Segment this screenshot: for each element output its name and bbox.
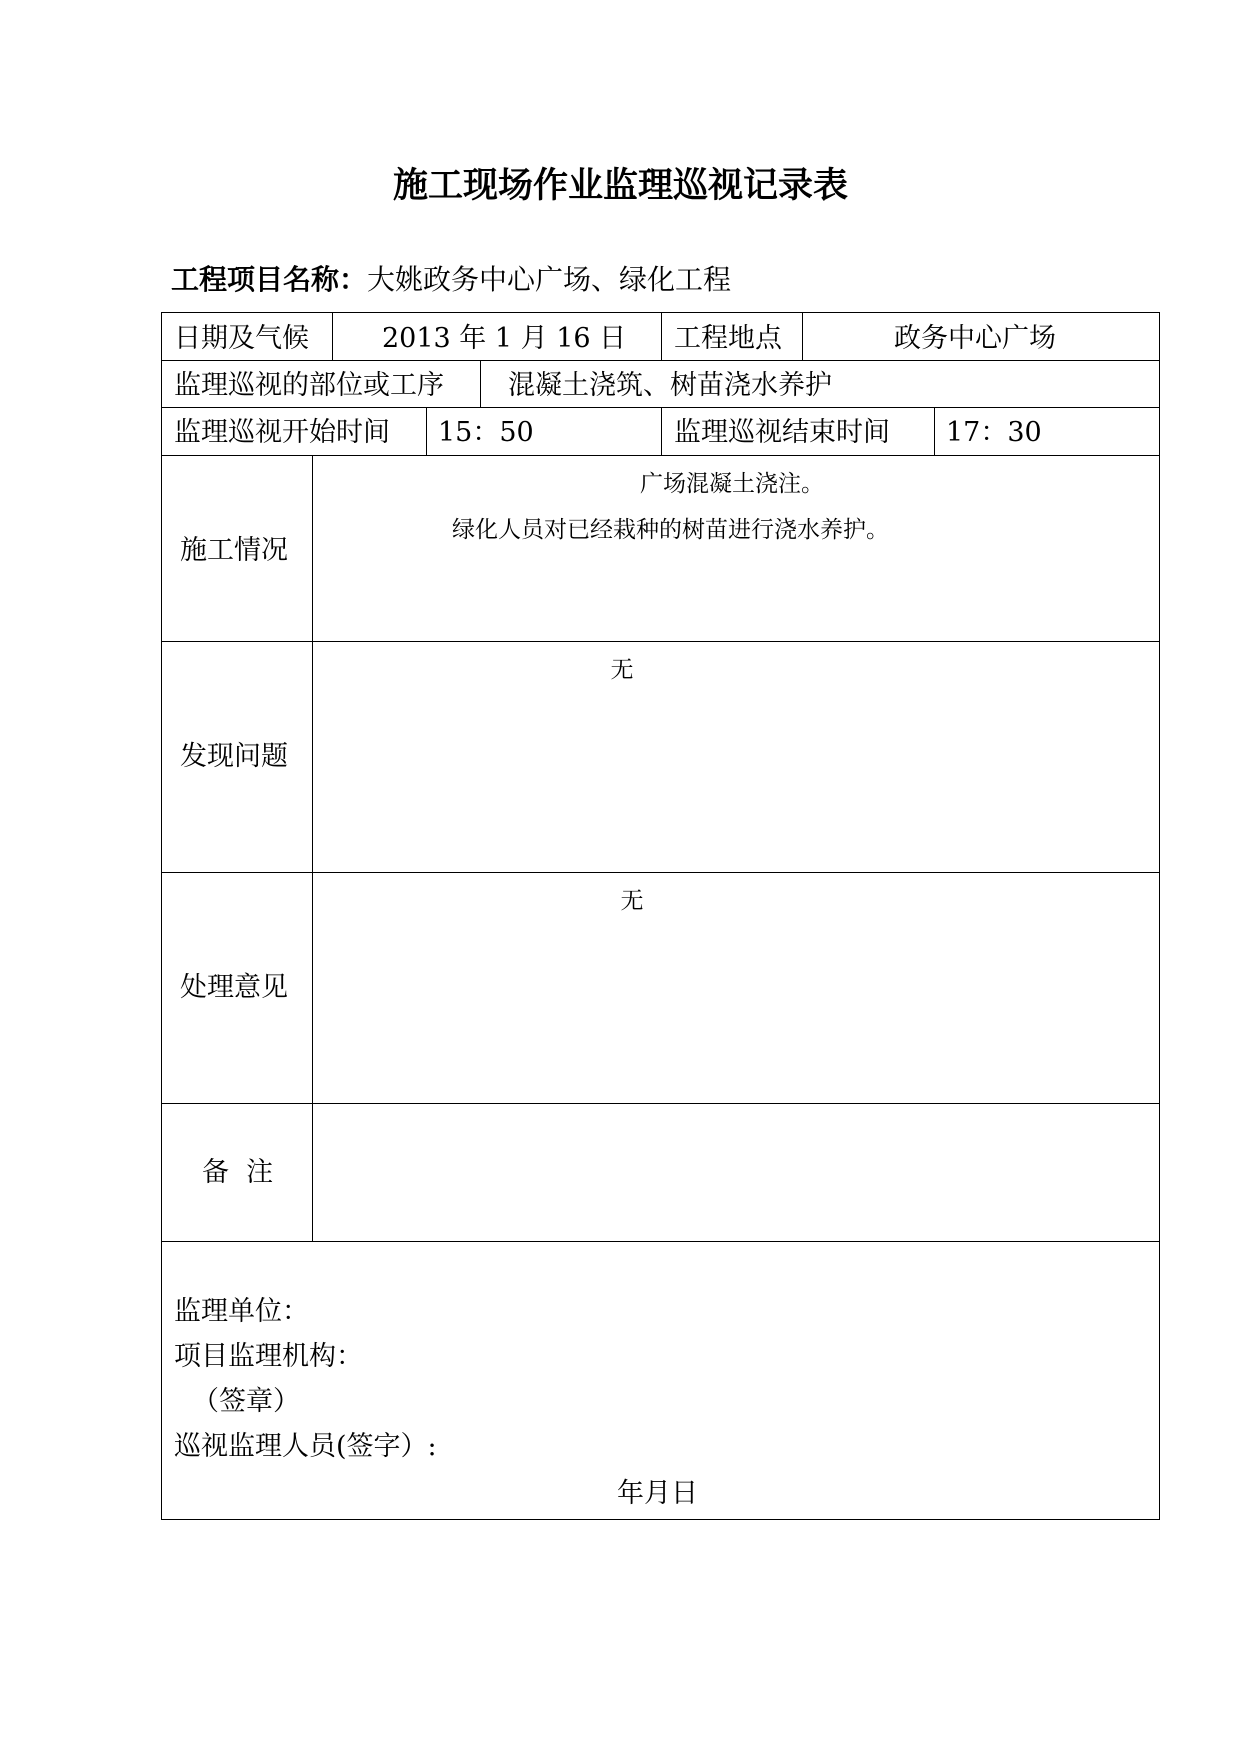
handling-label: 处理意见 [180,972,288,1003]
supervision-unit: 监理单位： [174,1296,309,1327]
problems-label: 发现问题 [180,741,288,772]
location-label: 工程地点 [674,323,782,354]
location-value: 政务中心广场 [894,323,1056,354]
col-divider [661,407,662,455]
signature-date: 年月日 [617,1478,698,1509]
document-title: 施工现场作业监理巡视记录表 [392,166,848,206]
col-divider [802,313,803,360]
col-divider [934,407,935,455]
construction-line-1: 广场混凝土浇注。 [640,471,824,497]
row-divider [162,360,1159,361]
inspection-part-label: 监理巡视的部位或工序 [174,370,444,401]
seal-note: （签章） [192,1386,300,1417]
inspection-part-value: 混凝土浇筑、树苗浇水养护 [508,370,832,401]
construction-line-2: 绿化人员对已经栽种的树苗进行浇水养护。 [452,517,889,543]
problems-value: 无 [610,657,634,683]
construction-label: 施工情况 [180,535,288,566]
col-divider [480,360,481,407]
project-name-label: 工程项目名称： [171,263,368,296]
end-time-value: 17：30 [946,417,1042,448]
remarks-label: 备 注 [202,1157,274,1188]
date-value: 2013 年 1 月 16 日 [382,323,627,354]
col-divider [661,313,662,360]
date-label: 日期及气候 [174,323,309,354]
start-time-label: 监理巡视开始时间 [174,417,390,448]
supervision-agency: 项目监理机构： [174,1341,363,1372]
record-table [161,312,1160,1520]
project-name-line [171,258,731,298]
inspector-signature: 巡视监理人员(签字）: [174,1431,437,1462]
col-divider [426,407,427,455]
end-time-label: 监理巡视结束时间 [674,417,890,448]
col-divider [332,313,333,360]
start-time-value: 15：50 [438,417,534,448]
col-divider [312,455,313,1241]
project-name-value: 大姚政务中心广场、绿化工程 [367,263,732,296]
row-divider [162,1241,1159,1242]
handling-value: 无 [620,888,644,914]
